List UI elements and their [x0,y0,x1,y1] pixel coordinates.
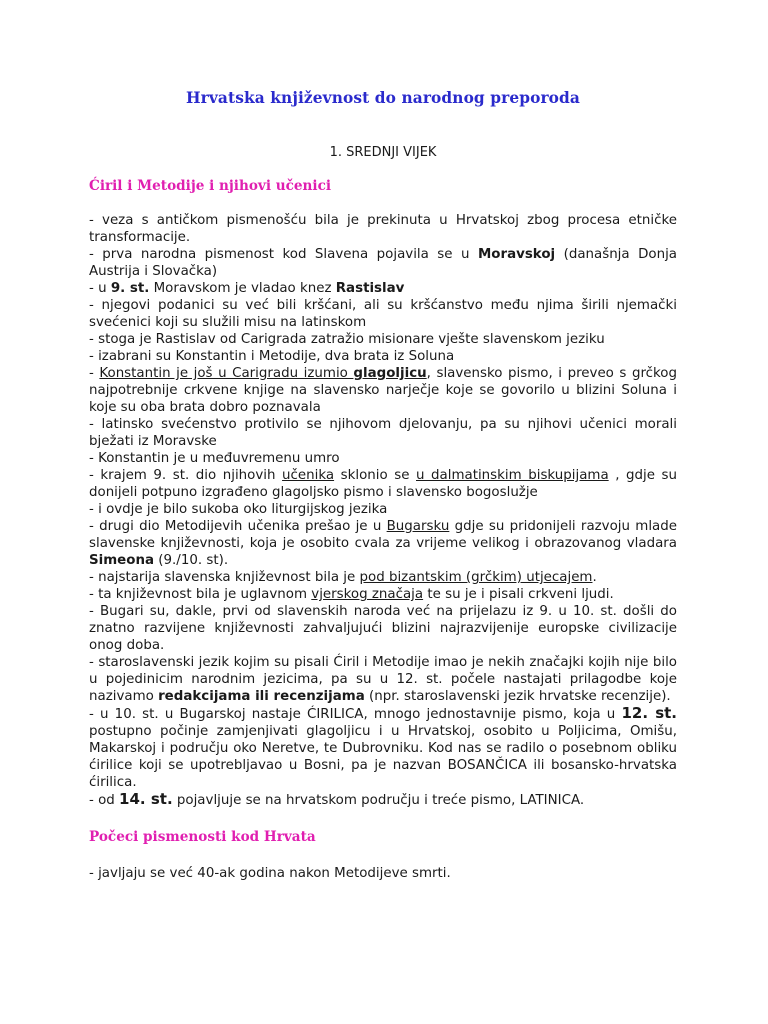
section-heading-poceci-pismenosti: Počeci pismenosti kod Hrvata [89,829,316,845]
paragraph [89,348,677,365]
paragraph [89,212,677,246]
text-run: - stoga je Rastislav od Carigrada zatražio misionare vješte slavenskom jeziku [89,332,605,347]
bold-text: Simeona [89,553,155,568]
text-run: Moravskom je vladao knez [149,281,336,296]
text-run: , gdje su donijeli potpuno izgrađeno glagoljsko pismo i slavensko bogoslužje [89,468,677,500]
text-run: pojavljuje se na hrvatskom području i treće pismo, LATINICA. [172,793,585,808]
paragraph [89,603,677,654]
paragraph [89,416,677,450]
chapter-heading: 1. SREDNJI VIJEK [329,145,437,160]
underlined-text: u dalmatinskim biskupijama [416,468,609,483]
section-heading-ciril-metodije: Ćiril i Metodije i njihovi učenici [89,178,332,194]
text-run: - prva narodna pismenost kod Slavena pojavila se u [89,247,478,262]
text-run: (npr. staroslavenski jezik hrvatske recenzije). [364,689,671,704]
paragraph [89,297,677,331]
paragraph [89,518,677,569]
paragraph [89,586,677,603]
text-run: - od [89,793,120,808]
text-run: sklonio se [334,468,416,483]
document-page [89,88,677,882]
text-run: - u [89,281,111,296]
paragraph [89,654,677,705]
text-run: - [89,366,100,381]
bold-text: glagoljicu [353,366,427,381]
bold-text: redakcijama ili recenzijama [158,689,365,704]
text-run: (današnja Donja Austrija i Slovačka) [89,247,677,279]
text-run: - izabrani su Konstantin i Metodije, dva brata iz Soluna [89,349,455,364]
text-run: - drugi dio Metodijevih učenika prešao je u [89,519,387,534]
text-run: . [592,570,597,585]
text-run: - staroslavenski jezik kojim su pisali Ćiril i Metodije imao je nekih značajki kojih nije bilo u pojedinicim narodnim jezicima, pa su u 12. st. počele nastajati prilagodbe koje nazivamo [89,655,677,704]
paragraph [89,865,677,882]
paragraph [89,569,677,586]
text-run: - najstarija slavenska književnost bila je [89,570,360,585]
bold-text: 12. st. [621,704,678,722]
bold-text: Moravskoj [477,247,556,262]
paragraph [89,246,677,280]
section-body-poceci-pismenosti [89,865,677,882]
paragraph [89,705,677,791]
text-run: te su je i pisali crkveni ljudi. [423,587,614,602]
text-run: - veza s antičkom pismenošću bila je prekinuta u Hrvatskoj zbog procesa etničke transformacije. [89,213,677,245]
text-run: - javljaju se već 40-ak godina nakon Metodijeve smrti. [89,866,451,881]
paragraph [89,331,677,348]
paragraph [89,365,677,416]
paragraph [89,791,677,809]
paragraph [89,501,677,518]
underlined-text: Bugarsku [386,519,450,534]
paragraph [89,280,677,297]
text-run: - u 10. st. u Bugarskoj nastaje ĆIRILICA, mnogo jednostavnije pismo, koja u [89,707,622,722]
document-title: Hrvatska književnost do narodnog preporoda [186,89,580,107]
section-body-ciril-metodije [89,212,677,809]
text-run: gdje su pridonijeli razvoju mlade slavenske književnosti, koja je osobito cvala za vrijeme velikog i obrazovanog vladara [89,519,677,551]
text-run: - Konstantin je u međuvremenu umro [89,451,340,466]
text-run: - latinsko svećenstvo protivilo se njihovom djelovanju, pa su njihovi učenici morali bježati iz Moravske [89,417,677,449]
paragraph [89,467,677,501]
text-run: - i ovdje je bilo sukoba oko liturgijskog jezika [89,502,388,517]
paragraph [89,450,677,467]
underlined-text: vjerskog značaja [311,587,424,602]
text-run: postupno počinje zamjenjivati glagoljicu i u Hrvatskoj, osobito u Poljicima, Omišu, Makarskoj i području oko Neretve, te Dubrovniku. Kod nas se radilo o posebnom obliku ćirilice koji se upotrebljavao u Bosni, pa je nazvan BOSANČICA ili bosansko-hrvatska ćirilica. [89,724,677,790]
underlined-text: učenika [282,468,335,483]
text-run: , slavensko pismo, i preveo s grčkog najpotrebnije crkvene knjige na slavensko narječje koje se govorilo u blizini Soluna i koje su oba brata dobro poznavala [89,366,678,415]
text-run: - Bugari su, dakle, prvi od slavenskih naroda već na prijelazu iz 9. u 10. st. došli do znatno razvijene književnosti zahvaljujući blizini najrazvijenije europske civilizacije onog doba. [89,604,677,653]
bold-text: Rastislav [335,281,405,296]
text-run: - ta književnost bila je uglavnom [89,587,312,602]
bold-text: 9. st. [110,281,150,296]
bold-text: 14. st. [119,790,173,808]
text-run: (9./10. st). [154,553,229,568]
underlined-text: Konstantin je još u Carigradu izumio [99,366,354,381]
text-run: - krajem 9. st. dio njihovih [89,468,283,483]
text-run: - njegovi podanici su već bili kršćani, ali su kršćanstvo među njima širili njemački svećenici koji su služili misu na latinskom [89,298,677,330]
underlined-text: pod bizantskim (grčkim) utjecajem [359,570,593,585]
